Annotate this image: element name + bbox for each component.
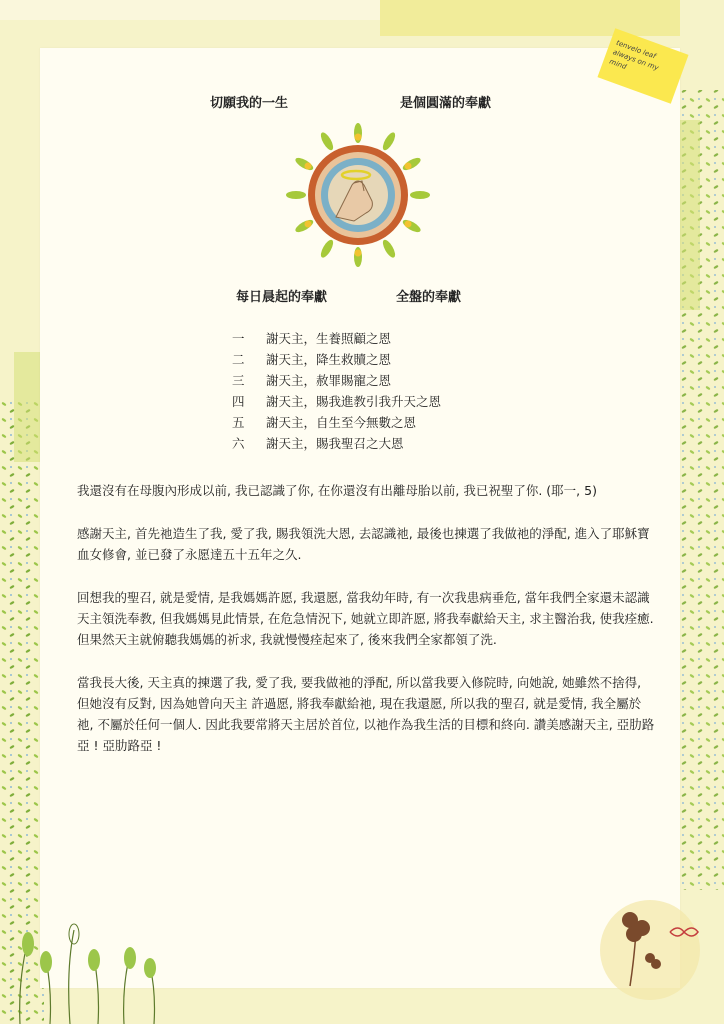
list-number: 三 — [232, 373, 245, 388]
title-left: 切願我的一生 — [210, 96, 289, 111]
paragraph-calling: 當我長大後, 天主真的揀選了我, 愛了我, 要我做祂的淨配, 所以當我要入修院時, 向她說, 她雖然不捨得, 但她沒有反對, 因為她曾向天主 許過愿, 將我奉獻給祂, 現在我還愿, 所以我的聖召, 就是愛情, 我全屬於祂, 不屬於任何一個人. 因此我要常將天主居於首位, 以祂作為我生活的目標和終向. 讚美感謝天主, 亞肋路亞 ! 亞肋路亞 ! — [77, 675, 655, 753]
list-item — [232, 349, 441, 370]
paragraph-gratitude: 感謝天主, 首先祂造生了我, 愛了我, 賜我領洗大恩, 去認識祂, 最後也揀選了我做祂的淨配, 進入了耶穌寶血女修會, 並已發了永愿達五十五年之久. — [77, 526, 650, 562]
list-text: 謝天主，自生至今無數之恩 — [266, 415, 417, 430]
title-right: 是個圓滿的奉獻 — [400, 96, 492, 111]
list-item — [232, 328, 441, 349]
subtitle-row — [0, 286, 724, 306]
list-text: 謝天主，賜我進教引我升天之恩 — [266, 394, 442, 409]
sticky-note-text: tenvelo leaf always on my mind — [608, 38, 660, 73]
list-text: 謝天主，降生救贖之恩 — [266, 352, 392, 367]
subtitle-left: 每日晨起的奉獻 — [236, 290, 328, 305]
list-item — [232, 433, 441, 454]
sprouts-decoration — [0, 900, 200, 1024]
thanks-list — [232, 328, 441, 454]
list-number: 四 — [232, 394, 245, 409]
clover-decoration — [590, 890, 724, 1024]
list-text: 謝天主，生養照顧之恩 — [266, 331, 392, 346]
list-text: 謝天主，赦罪賜寵之恩 — [266, 373, 392, 388]
list-number: 六 — [232, 436, 245, 451]
list-item — [232, 391, 441, 412]
list-item — [232, 370, 441, 391]
list-number: 五 — [232, 415, 245, 430]
paragraph-scripture: 我還沒有在母腹內形成以前, 我已認識了你, 在你還沒有出離母胎以前, 我已祝聖了你. (耶一, 5) — [77, 483, 597, 498]
list-number: 二 — [232, 352, 245, 367]
list-number: 一 — [232, 331, 245, 346]
body-text — [77, 480, 657, 778]
praying-hands-emblem — [278, 120, 438, 270]
list-item — [232, 412, 441, 433]
paragraph-vocation: 回想我的聖召, 就是愛情, 是我媽媽許愿, 我還愿, 當我幼年時, 有一次我患病垂危, 當年我們全家還未認識天主領洗奉教, 但我媽媽見此情景, 在危急情況下, 她就立即許愿, 將我奉獻給天主, 求主醫治我, 使我痊癒. 但果然天主就俯聽我媽媽的祈求, 我就慢慢痊起來了, 後來我們全家都領了洗. — [77, 590, 654, 647]
title-row — [0, 92, 724, 112]
subtitle-right: 全盤的奉獻 — [396, 290, 462, 305]
list-text: 謝天主，賜我聖召之大恩 — [266, 436, 404, 451]
